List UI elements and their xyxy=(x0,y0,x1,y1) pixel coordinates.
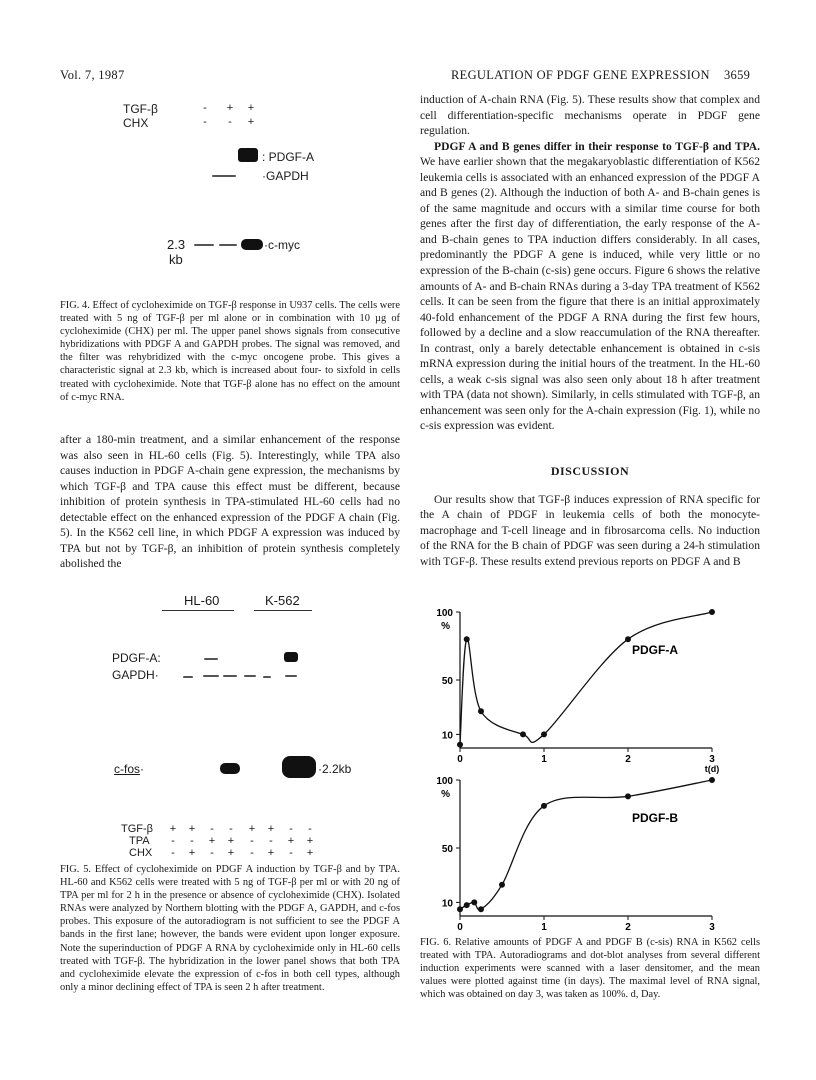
fig5-sign: - xyxy=(210,847,214,859)
fig5-sign: - xyxy=(190,835,194,847)
fig5-row-label-tgfb: TGF-β xyxy=(121,823,153,835)
fig5-cellline-hl60: HL-60 xyxy=(184,593,220,608)
fig5-gapdh-band xyxy=(223,675,237,677)
x-tick-label: 3 xyxy=(709,922,715,930)
left-column-text xyxy=(60,432,400,572)
fig5-sign: + xyxy=(248,823,256,835)
fig4-label-gapdh: ·GAPDH xyxy=(262,169,309,183)
fig4-row-label-chx: CHX xyxy=(123,116,149,130)
fig5-sign: + xyxy=(267,847,275,859)
fig5-sign: + xyxy=(208,835,216,847)
x-tick-label: 3 xyxy=(709,754,715,765)
data-point xyxy=(478,708,484,714)
fig4-label-pdgfa: : PDGF-A xyxy=(262,150,315,164)
fig5-fos-band-k562 xyxy=(282,756,316,778)
fig5-sign: - xyxy=(229,823,233,835)
fig5-gapdh-band xyxy=(285,675,297,677)
fig5-sign: - xyxy=(308,823,312,835)
y-tick-label: 100 xyxy=(436,608,453,619)
fig4-sign: - xyxy=(203,116,207,128)
fig4-unit-label: kb xyxy=(169,252,183,267)
fig4-row-label-tgfb: TGF-β xyxy=(123,102,158,116)
fig5-row-label-tpa: TPA xyxy=(129,835,150,847)
fig5-gapdh-band xyxy=(203,675,219,677)
discussion-heading: DISCUSSION xyxy=(550,464,630,479)
fig5-sign: + xyxy=(306,835,314,847)
y-axis-label: % xyxy=(441,621,450,632)
y-tick-label: 50 xyxy=(441,844,453,855)
x-tick-label: 2 xyxy=(625,754,631,765)
fig5-label-gapdh: GAPDH· xyxy=(112,668,159,682)
fig5-sign: - xyxy=(210,823,214,835)
fig5-sign: + xyxy=(287,835,295,847)
data-point xyxy=(464,636,470,642)
x-tick-label: 1 xyxy=(541,922,547,930)
figure-5-caption: FIG. 5. Effect of cycloheximide on PDGF A induction by TGF-β and by TPA. HL-60 and K562 cells were treated with 5 ng of TGF-β per ml or with 20 ng of TPA per ml for 2 h in the presence or absence of cycloheximide (CHX). Isolated RNAs were analyzed by Northern blotting with the PDGF A, GAPDH, and c-fos probes. This exposure of the autoradiogram is not sufficient to see the PDGF A bands in the first lane; however, the bands were evident upon longer exposure. Note the superinduction of PDGF A RNA by cycloheximide only in HL-60 cells treated with TGF-β. The hybridization in the lower panel shows that both TPA and cycloheximide elevate the expression of c-fos in both cell types, although only a minor declining effect of TPA is seen 2 h after treatment. xyxy=(60,864,400,993)
x-tick-label: 0 xyxy=(457,922,463,930)
fig5-sign: - xyxy=(269,835,273,847)
fig5-sign: + xyxy=(227,835,235,847)
fig5-row-label-chx: CHX xyxy=(129,847,153,859)
y-tick-label: 100 xyxy=(436,776,453,787)
fig5-k562-bar xyxy=(254,610,312,611)
fig4-myc-band-lane3 xyxy=(241,239,263,250)
data-point xyxy=(464,902,470,908)
fig4-sign: + xyxy=(247,102,255,114)
y-tick-label: 50 xyxy=(441,676,453,687)
data-point xyxy=(457,742,463,748)
figure-6-caption: FIG. 6. Relative amounts of PDGF A and PDGF B (c-sis) RNA in K562 cells treated with TPA. Autoradiograms and dot-blot analyses from several different induction experiments were scanned with a laser densitomer, and the mean values were plotted against time (in days). The maximal level of RNA signal, which was obtained on day 3, was taken as 100%. d, Day. xyxy=(420,937,760,1001)
running-header-volume: Vol. 7, 1987 xyxy=(60,68,125,82)
data-point xyxy=(457,906,463,912)
fig4-pdgfa-band xyxy=(238,148,258,162)
data-point xyxy=(625,793,631,799)
x-axis-label: t(d) xyxy=(704,764,720,774)
fig5-gapdh-band xyxy=(244,675,256,677)
right-column-text xyxy=(420,92,760,569)
data-point xyxy=(709,609,715,615)
left-paragraph: after a 180-min treatment, and a similar enhancement of the response was also seen in HL-60 cells (Fig. 5). Interestingly, while TPA also causes induction in PDGF A-chain gene expression, the mechanisms by which TGF-β and TPA cause this effect must be different, because inhibition of protein synthesis in TPA-stimulated HL-60 cells had no detectable effect on the enhanced expression of the PDGF A chain (Fig. 5). In the K562 cell line, in which PDGF A expression was induced by TPA but not by TGF-β, an inhibition of protein synthesis completely abolished the xyxy=(60,433,400,571)
right-paragraph-1: induction of A-chain RNA (Fig. 5). These results show that complex and cell differentiation-specific mechanisms operate in PDGF gene regulation. xyxy=(420,93,760,138)
figure-4-caption: FIG. 4. Effect of cycloheximide on TGF-β response in U937 cells. The cells were treated with 5 ng of TGF-β per ml alone or in combination with 10 µg of cycloheximide (CHX) per ml. The upper panel shows signals from consecutive hybridizations with PDGF A and GAPDH probes. The signal was removed, and the filter was rehybridized with the c-myc oncogene probe. This gives a characteristic signal at 2.3 kb, which is increased about four- to sixfold in cells treated with cycloheximide. Note that TGF-β alone has no effect on the amount of c-myc RNA. xyxy=(60,300,400,403)
running-header-title: REGULATION OF PDGF GENE EXPRESSION xyxy=(451,68,710,82)
data-point xyxy=(499,882,505,888)
right-paragraph-3: Our results show that TGF-β induces expression of RNA specific for the A chain of PDGF in leukemia cells of both the monocyte-macrophage and T-cell lineage and in fibrosarcoma cells. No induction of the RNA for the B chain of PDGF was seen during a 24-h stimulation with TGF-β. These results extend previous reports on PDGF A and B xyxy=(420,492,760,568)
data-point xyxy=(520,731,526,737)
fig5-sign: + xyxy=(169,823,177,835)
series-line xyxy=(460,612,712,745)
fig4-sign: - xyxy=(203,102,207,114)
fig5-pdgfa-band-lane8 xyxy=(284,652,298,662)
data-point xyxy=(541,803,547,809)
fig5-fos-band-lane4 xyxy=(220,763,240,774)
fig5-label-pdgfa: PDGF-A: xyxy=(112,651,161,665)
fig4-sign: + xyxy=(226,102,234,114)
chart-title: PDGF-B xyxy=(632,811,678,825)
fig4-label-myc: ·c-myc xyxy=(264,238,300,252)
data-point xyxy=(471,899,477,905)
fig5-sign: - xyxy=(289,823,293,835)
fig5-sign: - xyxy=(250,835,254,847)
series-line xyxy=(460,780,712,910)
x-tick-label: 2 xyxy=(625,922,631,930)
fig5-sign: + xyxy=(267,823,275,835)
fig5-sign: + xyxy=(188,823,196,835)
fig4-myc-band-lane1 xyxy=(194,244,214,246)
figure-6-charts xyxy=(420,600,760,930)
page-number: 3659 xyxy=(724,68,751,82)
fig5-hl60-bar xyxy=(162,610,234,611)
fig5-sign: - xyxy=(289,847,293,859)
data-point xyxy=(541,731,547,737)
data-point xyxy=(625,636,631,642)
fig5-sign: + xyxy=(306,847,314,859)
fig5-gapdh-band xyxy=(263,676,271,678)
fig5-pdgfa-band-lane3 xyxy=(204,658,218,660)
y-tick-label: 10 xyxy=(441,898,453,910)
fig5-sign: - xyxy=(250,847,254,859)
fig5-sign: + xyxy=(227,847,235,859)
fig5-gapdh-band xyxy=(183,676,193,678)
fig5-cellline-k562: K-562 xyxy=(265,593,300,608)
fig5-sign: - xyxy=(171,835,175,847)
fig5-sign: + xyxy=(188,847,196,859)
fig5-label-fos: c-fos· xyxy=(114,762,145,776)
y-axis-label: % xyxy=(441,789,450,800)
x-tick-label: 0 xyxy=(457,754,463,765)
right-paragraph-2: PDGF A and B genes differ in their response to TGF-β and TPA. We have earlier shown that the megakaryoblastic differentiation of K562 leukemia cells is associated with an enhanced expression of the PDGF A and B genes (2). Although the induction of both A- and B-chain genes is of the same magnitude and occurs with a similar time course for both genes after the first day of differentiation, the early response of the A- and B-chain genes to TPA induction differs considerably. In all cases, predominantly the PDGF A gene is induced, while very little or no expression of the B-chain (c-sis) gene occurs. Figure 6 shows the relative amounts of A- and B-chain RNAs during a 3-day TPA treatment of K562 cells. It can be seen from the figure that there is an initial approximately 40-fold enhancement of the PDGF A RNA during the first few hours, followed by a decline and a slow reaccumulation of the RNA thereafter. In contrast, only a barely detectable enhancement is obtained in c-sis mRNA expression during the initial hours of the treatment. In the HL-60 cells, a weak c-sis signal was also seen only about 18 h after treatment with TPA (data not shown). Similarly, in cells stimulated with TGF-β, an enhancement was seen only for the A-chain expression (Fig. 1), while no c-sis expression was evident. xyxy=(420,139,760,433)
fig4-sign: - xyxy=(228,116,232,128)
fig5-size-label: ·2.2kb xyxy=(318,762,352,776)
fig4-gapdh-band xyxy=(212,175,236,177)
fig4-size-label: 2.3 xyxy=(167,237,186,252)
fig4-myc-band-lane2 xyxy=(219,244,237,246)
y-tick-label: 10 xyxy=(441,730,453,742)
data-point xyxy=(709,777,715,783)
data-point xyxy=(478,906,484,912)
fig5-sign: - xyxy=(171,847,175,859)
x-tick-label: 1 xyxy=(541,754,547,765)
fig4-sign: + xyxy=(247,116,255,128)
section-heading: PDGF A and B genes differ in their response to TGF-β and TPA. xyxy=(434,139,760,153)
chart-title: PDGF-A xyxy=(632,643,678,657)
